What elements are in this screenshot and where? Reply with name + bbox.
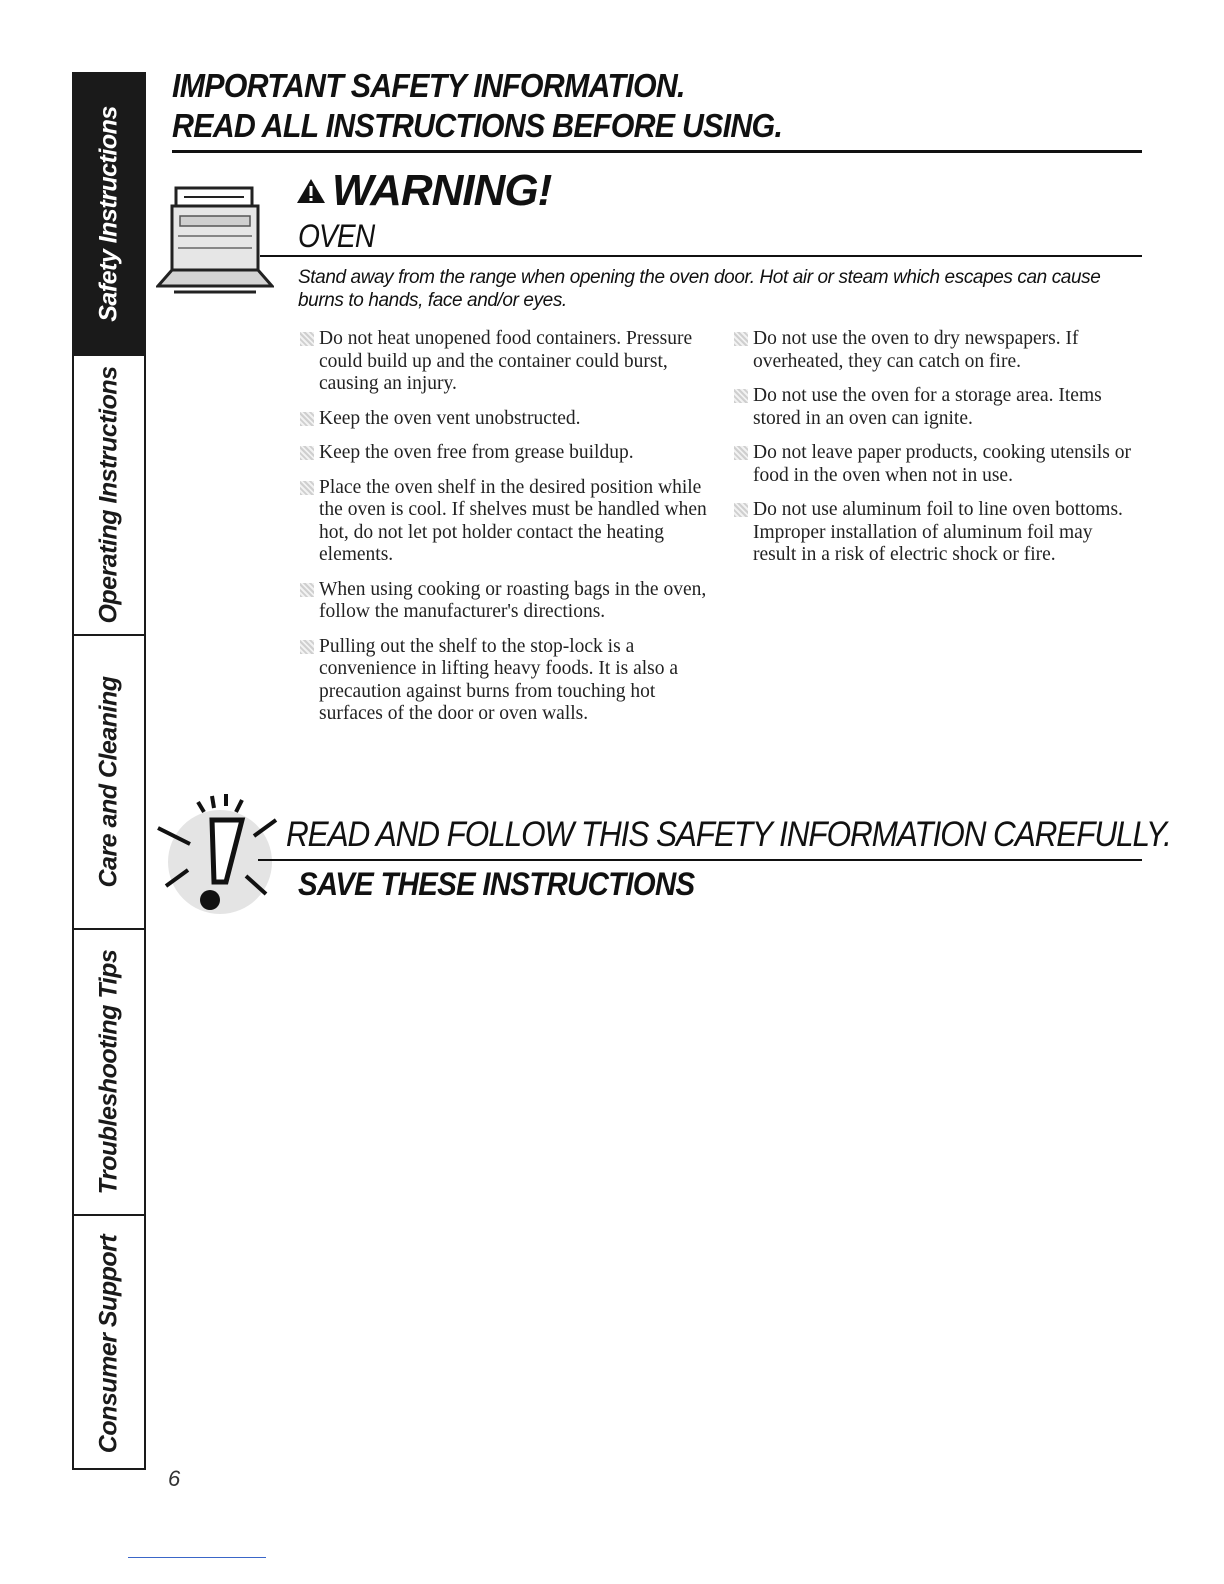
sidebar-tabs bbox=[72, 72, 146, 1470]
bullet-list-right bbox=[734, 328, 1134, 579]
read-follow-heading: READ AND FOLLOW THIS SAFETY INFORMATION CAREFULLY. bbox=[286, 815, 1171, 854]
bullet-marker bbox=[300, 412, 314, 426]
bullet-marker bbox=[734, 503, 748, 517]
warning-title-text: WARNING! bbox=[332, 166, 552, 215]
section-title-oven: OVEN bbox=[298, 218, 375, 254]
bullet-marker bbox=[300, 446, 314, 460]
warning-intro: Stand away from the range when opening the oven door. Hot air or steam which escapes can cause burns to hands, face and/or eyes. bbox=[298, 267, 1101, 311]
tab-label: Safety Instructions bbox=[94, 106, 123, 322]
bullet-marker bbox=[300, 481, 314, 495]
tab-consumer-support[interactable] bbox=[74, 1216, 144, 1472]
oven-range-icon bbox=[156, 186, 274, 296]
list-item: Do not use aluminum foil to line oven bottoms. Improper installation of aluminum foil may result in a risk of electric shock or fire. bbox=[734, 499, 1134, 567]
list-item: Place the oven shelf in the desired position while the oven is cool. If shelves must be handled when hot, do not let pot holder contact the heating elements. bbox=[300, 477, 720, 567]
bullet-marker bbox=[300, 640, 314, 654]
bullet-list-left bbox=[300, 328, 720, 738]
list-item: Do not leave paper products, cooking utensils or food in the oven when not in use. bbox=[734, 442, 1134, 487]
tab-troubleshooting-tips[interactable] bbox=[74, 930, 144, 1216]
bullet-marker bbox=[734, 446, 748, 460]
save-instructions-heading: SAVE THESE INSTRUCTIONS bbox=[298, 866, 695, 902]
bullet-marker bbox=[734, 389, 748, 403]
footer-line bbox=[128, 1557, 266, 1558]
tab-label: Care and Cleaning bbox=[94, 676, 123, 888]
list-item: Do not use the oven to dry newspapers. If overheated, they can catch on fire. bbox=[734, 328, 1134, 373]
warning-triangle-icon bbox=[296, 178, 326, 204]
page-header bbox=[172, 66, 1142, 146]
exclamation-alert-icon bbox=[150, 790, 288, 920]
list-item: Keep the oven free from grease buildup. bbox=[300, 442, 720, 465]
bullet-marker bbox=[734, 332, 748, 346]
bullet-marker bbox=[300, 583, 314, 597]
tab-label: Operating Instructions bbox=[94, 366, 123, 624]
list-item: Do not heat unopened food containers. Pressure could build up and the container could burst, causing an injury. bbox=[300, 328, 720, 396]
list-item: Do not use the oven for a storage area. Items stored in an oven can ignite. bbox=[734, 385, 1134, 430]
tab-care-and-cleaning[interactable] bbox=[74, 636, 144, 930]
section-divider bbox=[260, 255, 1142, 257]
list-item: Pulling out the shelf to the stop-lock is a convenience in lifting heavy foods. It is also a precaution against burns from touching hot surfaces of the door or oven walls. bbox=[300, 636, 720, 726]
header-line-1: IMPORTANT SAFETY INFORMATION. bbox=[172, 67, 685, 104]
list-item: When using cooking or roasting bags in the oven, follow the manufacturer's directions. bbox=[300, 579, 720, 624]
tab-operating-instructions[interactable] bbox=[74, 356, 144, 636]
warning-title bbox=[296, 166, 551, 216]
list-item: Keep the oven vent unobstructed. bbox=[300, 408, 720, 431]
tab-label: Consumer Support bbox=[94, 1234, 123, 1454]
tab-label: Troubleshooting Tips bbox=[94, 949, 123, 1195]
header-line-2: READ ALL INSTRUCTIONS BEFORE USING. bbox=[172, 107, 783, 144]
page-number: 6 bbox=[168, 1466, 181, 1491]
tab-safety-instructions[interactable] bbox=[74, 74, 144, 356]
header-divider bbox=[172, 150, 1142, 153]
bullet-marker bbox=[300, 332, 314, 346]
banner-divider bbox=[258, 859, 1142, 861]
